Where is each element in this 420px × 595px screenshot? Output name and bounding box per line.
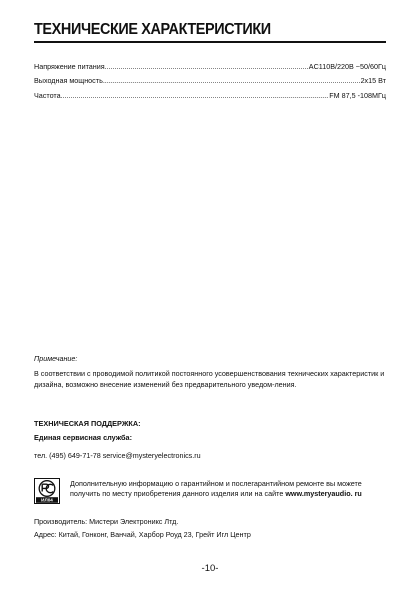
- leader-dots: [61, 91, 329, 100]
- support-contact: тел. (495) 649-71-78 service@mysteryelectronics.ru: [34, 451, 201, 460]
- warranty-text: Дополнительную информацию о гарантийном и послегарантийном ремонте вы можете получить по месту приобретения данного изделия или на сайте: [70, 479, 362, 499]
- spec-label: Выходная мощность: [34, 76, 103, 85]
- spec-row-power: [34, 76, 386, 85]
- support-heading: ТЕХНИЧЕСКАЯ ПОДДЕРЖКА:: [34, 419, 141, 428]
- spec-row-frequency: [34, 91, 386, 100]
- warranty-info: [70, 479, 390, 500]
- page-number: -10-: [201, 563, 219, 574]
- spec-value: AC110B/220B ~50/60Гц: [308, 62, 386, 71]
- pct-certification-icon: [34, 478, 60, 504]
- manufacturer: Производитель: Мистери Электроникс Лтд.: [34, 517, 179, 526]
- website-link[interactable]: www.mysteryaudio. ru: [285, 489, 362, 499]
- spec-value: FM 87,5 -108МГц: [329, 91, 386, 100]
- spec-label: Напряжение питания: [34, 62, 105, 71]
- note-heading: Примечание:: [34, 354, 78, 363]
- pct-logo-text: ИЛ04: [41, 497, 53, 503]
- leader-dots: [103, 76, 360, 85]
- title-underline: [34, 41, 386, 43]
- leader-dots: [105, 62, 308, 71]
- spec-value: 2х15 Вт: [360, 76, 386, 85]
- spec-label: Частота: [34, 91, 61, 100]
- note-text: В соответствии с проводимой политикой постоянного усовершенствования технических характеристик и дизайна, возможно внесение изменений без предварительного уведом-ления.: [34, 369, 385, 389]
- page-title: ТЕХНИЧЕСКИЕ ХАРАКТЕРИСТИКИ: [34, 21, 271, 38]
- service-label: Единая сервисная служба:: [34, 433, 133, 442]
- manufacturer-address: Адрес: Китай, Гонконг, Ванчай, Харбор Роуд 23, Грейт Игл Центр: [34, 530, 251, 539]
- spec-row-voltage: [34, 62, 386, 71]
